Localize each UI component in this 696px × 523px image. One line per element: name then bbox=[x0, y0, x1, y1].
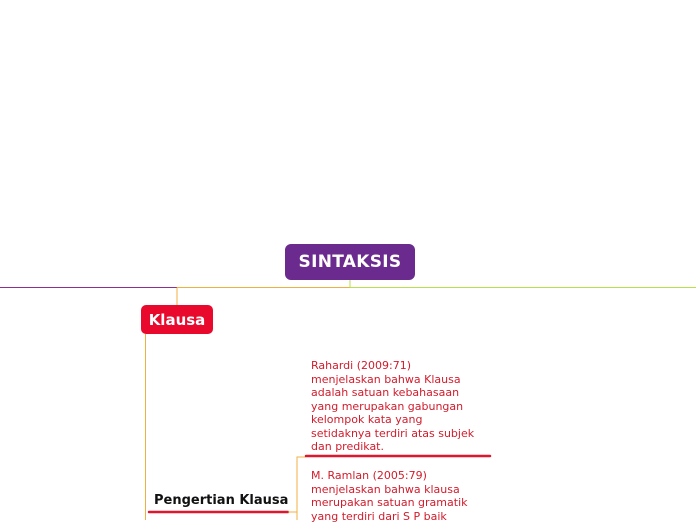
note-rahardi[interactable]: Rahardi (2009:71) menjelaskan bahwa Klausa adalah satuan kebahasaan yang merupakan gabungan kelompok kata yang setidaknya terdiri atas subjek dan predikat. bbox=[311, 359, 475, 453]
note-ramlan[interactable]: M. Ramlan (2005:79) menjelaskan bahwa klausa merupakan satuan gramatik yang terdiri dari S P baik bbox=[311, 469, 468, 523]
subtopic-pengertian-klausa[interactable]: Pengertian Klausa bbox=[154, 493, 289, 508]
notes-connector bbox=[288, 457, 306, 512]
root-node-sintaksis[interactable]: SINTAKSIS bbox=[285, 244, 415, 280]
topic-node-klausa[interactable]: Klausa bbox=[141, 305, 213, 334]
